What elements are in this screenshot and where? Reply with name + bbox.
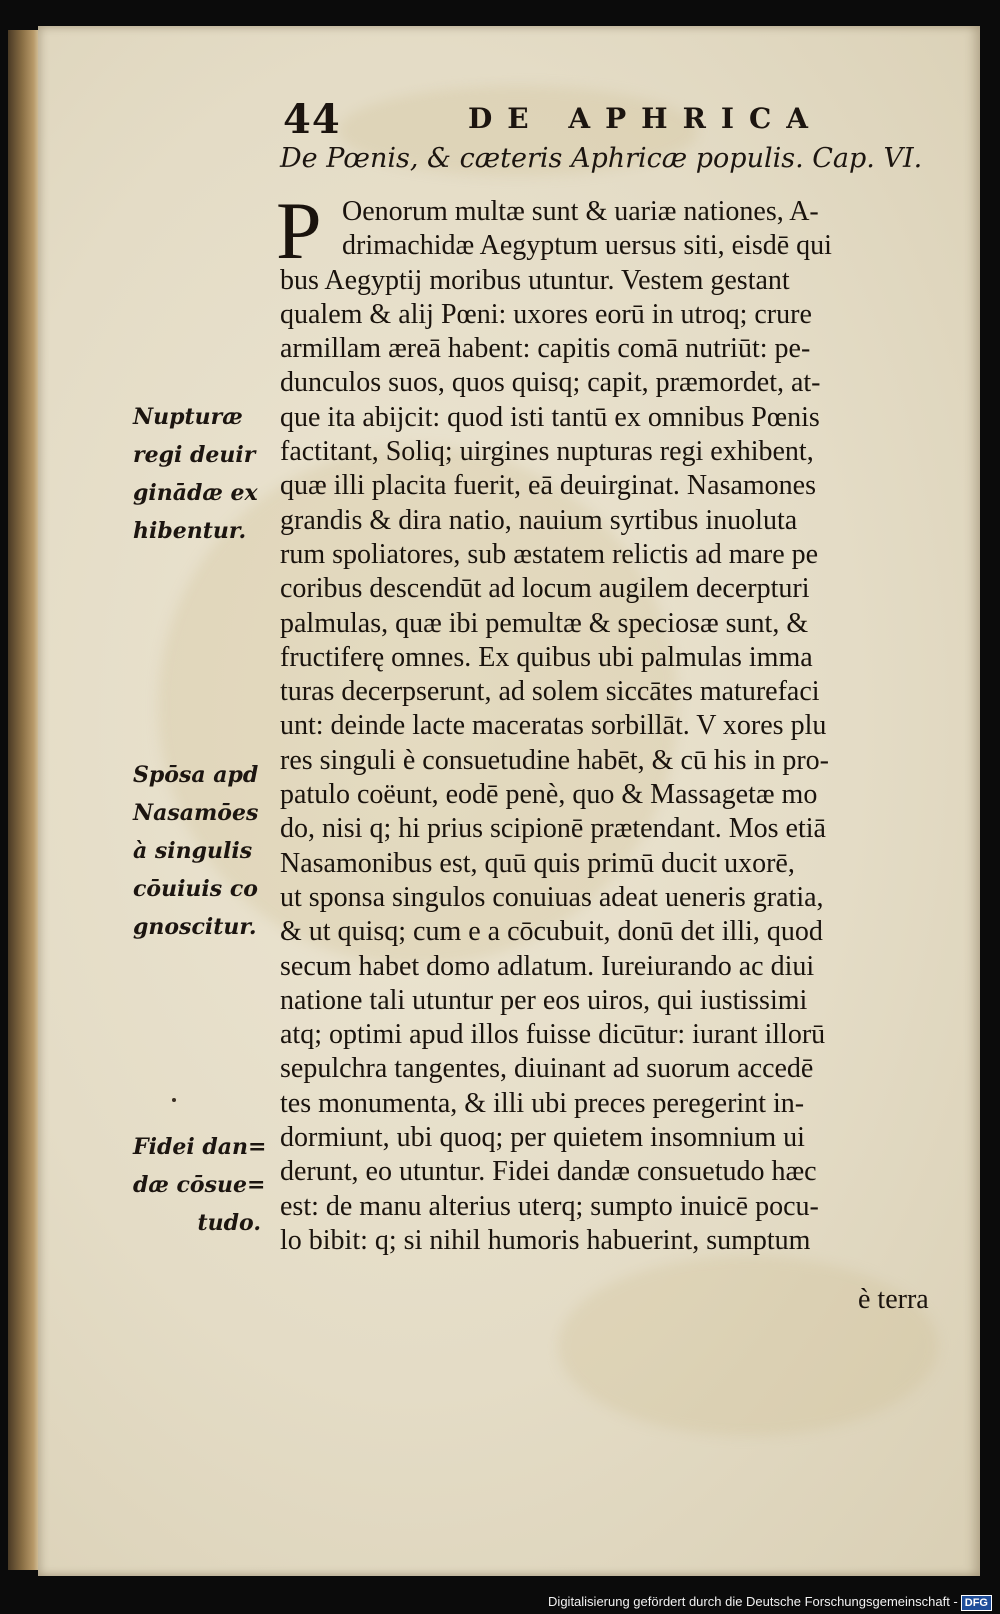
text-line: drimachidæ Aegyptum uersus siti, eisdē qui <box>342 230 832 262</box>
margin-note-line: Spōsa apd <box>133 762 259 788</box>
text-line: Nasamonibus est, quū quis primū ducit uxorē, <box>280 847 795 879</box>
text-line: fructiferę omnes. Ex quibus ubi palmulas imma <box>280 641 813 673</box>
margin-mark <box>172 1098 176 1102</box>
text-line: ut sponsa singulos conuiuas adeat ueneris gratia, <box>280 881 824 913</box>
text-line: armillam æreā habent: capitis comā nutriūt: pe- <box>280 333 811 365</box>
margin-note-sponsa <box>133 756 273 946</box>
margin-note-line: cōuiuis co <box>133 876 258 902</box>
text-line: lo bibit: q; si nihil humoris habuerint, sumptum <box>280 1224 811 1256</box>
margin-note-line: Fidei dan= <box>133 1134 267 1160</box>
text-line: natione tali utuntur per eos uiros, qui iustissimi <box>280 984 808 1016</box>
margin-note-line: dæ cōsue= <box>133 1172 266 1198</box>
page-number: 44 <box>283 96 341 143</box>
text-line: rum spoliatores, sub æstatem relictis ad mare pe <box>280 538 819 570</box>
text-line: & ut quisq; cum e a cōcubuit, donū det illi, quod <box>280 916 823 948</box>
running-title: DE APHRICA <box>468 102 823 135</box>
text-line: quæ illi placita fuerit, eā deuirginat. Nasamones <box>280 470 816 502</box>
margin-note-line: hibentur. <box>133 518 247 544</box>
text-line: Oenorum multæ sunt & uariæ nationes, A- <box>342 196 819 227</box>
text-line: derunt, eo utuntur. Fidei dandæ consuetudo hæc <box>280 1156 817 1188</box>
text-line: res singuli è consuetudine habēt, & cū his in pro- <box>280 744 829 776</box>
margin-note-line: ginādæ ex <box>133 480 258 506</box>
text-line: tes monumenta, & illi ubi preces peregerint in- <box>280 1087 805 1119</box>
text-line: coribus descendūt ad locum augilem decerpturi <box>280 573 810 605</box>
text-line: bus Aegyptij moribus utuntur. Vestem gestant <box>280 264 790 296</box>
credit-text: Digitalisierung gefördert durch die Deutsche Forschungsgemeinschaft - <box>548 1594 958 1609</box>
margin-note-line: Nupturæ <box>133 404 243 430</box>
text-line: palmulas, quæ ibi pemultæ & speciosæ sunt, & <box>280 607 809 639</box>
text-line: grandis & dira natio, nauium syrtibus inuoluta <box>280 504 798 536</box>
margin-note-nuptura <box>133 398 273 550</box>
text-line: atq; optimi apud illos fuisse dicūtur: iurant illorū <box>280 1019 826 1051</box>
margin-note-line: regi deuir <box>133 442 256 468</box>
chapter-heading: De Pœnis, & cæteris Aphricæ populis. Cap. VI. <box>280 143 923 174</box>
margin-note-line: Nasamōes <box>133 800 259 826</box>
text-line: dunculos suos, quos quisq; capit, præmordet, at- <box>280 367 821 399</box>
text-line: turas decerpserunt, ad solem siccātes maturefaci <box>280 676 820 708</box>
margin-note-fidei <box>133 1128 267 1242</box>
text-line: dormiunt, ubi quoq; per quietem insomnium ui <box>280 1122 805 1154</box>
text-line: patulo coëunt, eodē penè, quo & Massagetæ mo <box>280 779 818 811</box>
text-line: do, nisi q; hi prius scipionē prætendant. Mos etiā <box>280 813 826 845</box>
margin-note-line: à singulis <box>133 838 253 864</box>
text-line: est: de manu alterius uterq; sumpto inuicē pocu- <box>280 1190 819 1222</box>
margin-note-line: tudo. <box>197 1210 261 1236</box>
catchword: è terra <box>858 1284 929 1315</box>
text-line: que ita abijcit: quod isti tantū ex omnibus Pœnis <box>280 401 820 433</box>
dfg-logo: DFG <box>961 1595 992 1611</box>
digitization-credit <box>548 1594 992 1611</box>
text-line: qualem & alij Pœni: uxores eorū in utroq; crure <box>280 298 812 330</box>
text-line: unt: deinde lacte maceratas sorbillāt. V xores plu <box>280 710 827 742</box>
text-line: sepulchra tangentes, diuinant ad suorum accedē <box>280 1053 814 1085</box>
margin-note-line: gnoscitur. <box>133 914 257 940</box>
running-head <box>283 96 843 142</box>
text-line: secum habet domo adlatum. Iureiurando ac diui <box>280 950 815 982</box>
book-spine-edge <box>8 30 40 1570</box>
main-text-block <box>276 185 960 1258</box>
text-line: factitant, Soliq; uirgines nupturas regi exhibent, <box>280 436 814 468</box>
drop-initial: P <box>276 185 322 276</box>
